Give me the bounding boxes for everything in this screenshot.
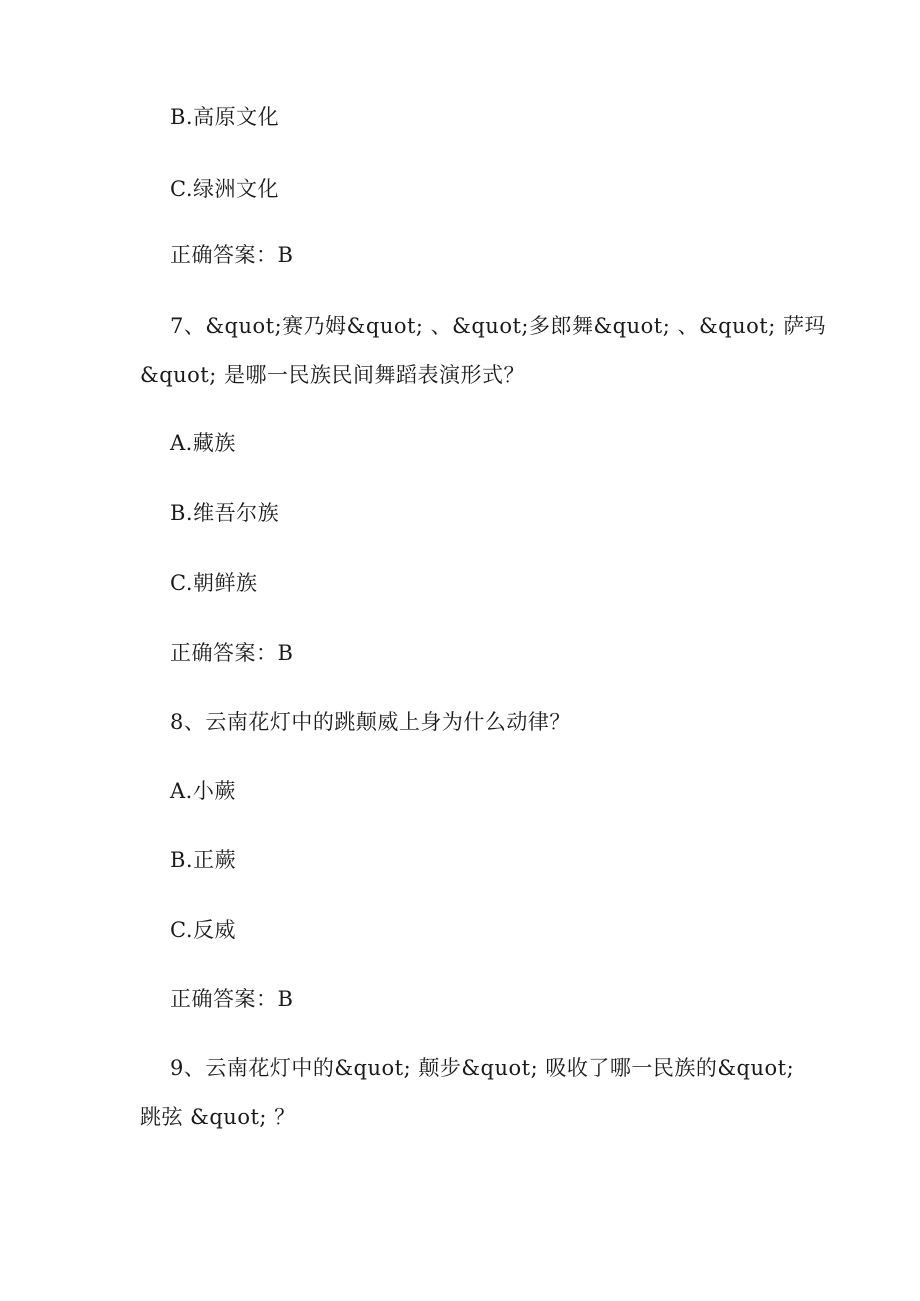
question-9-line-2: 跳弦 &quot; ？ [140, 1105, 296, 1129]
option-c-prev: C.绿洲文化 [170, 177, 279, 201]
q8-option-a: A.小蕨 [170, 779, 236, 803]
answer-prev: 正确答案：B [170, 243, 294, 267]
q7-option-a: A.藏族 [170, 431, 236, 455]
q7-option-c: C.朝鲜族 [170, 571, 258, 595]
q7-option-b: B.维吾尔族 [170, 501, 280, 525]
q8-option-c: C.反威 [170, 918, 236, 942]
question-9-line-1: 9、云南花灯中的&quot; 颠步&quot; 吸收了哪一民族的&quot; [170, 1056, 795, 1080]
question-7-line-1: 7、&quot;赛乃姆&quot; 、&quot;多郎舞&quot; 、&quot; 萨玛 [170, 314, 826, 338]
question-7-line-2: &quot; 是哪一民族民间舞蹈表演形式？ [140, 363, 525, 387]
q7-answer: 正确答案：B [170, 641, 294, 665]
question-8-line-1: 8、云南花灯中的跳颠威上身为什么动律？ [170, 710, 571, 734]
q8-option-b: B.正蕨 [170, 848, 237, 872]
option-b-prev: B.高原文化 [170, 105, 280, 129]
q8-answer: 正确答案：B [170, 987, 294, 1011]
